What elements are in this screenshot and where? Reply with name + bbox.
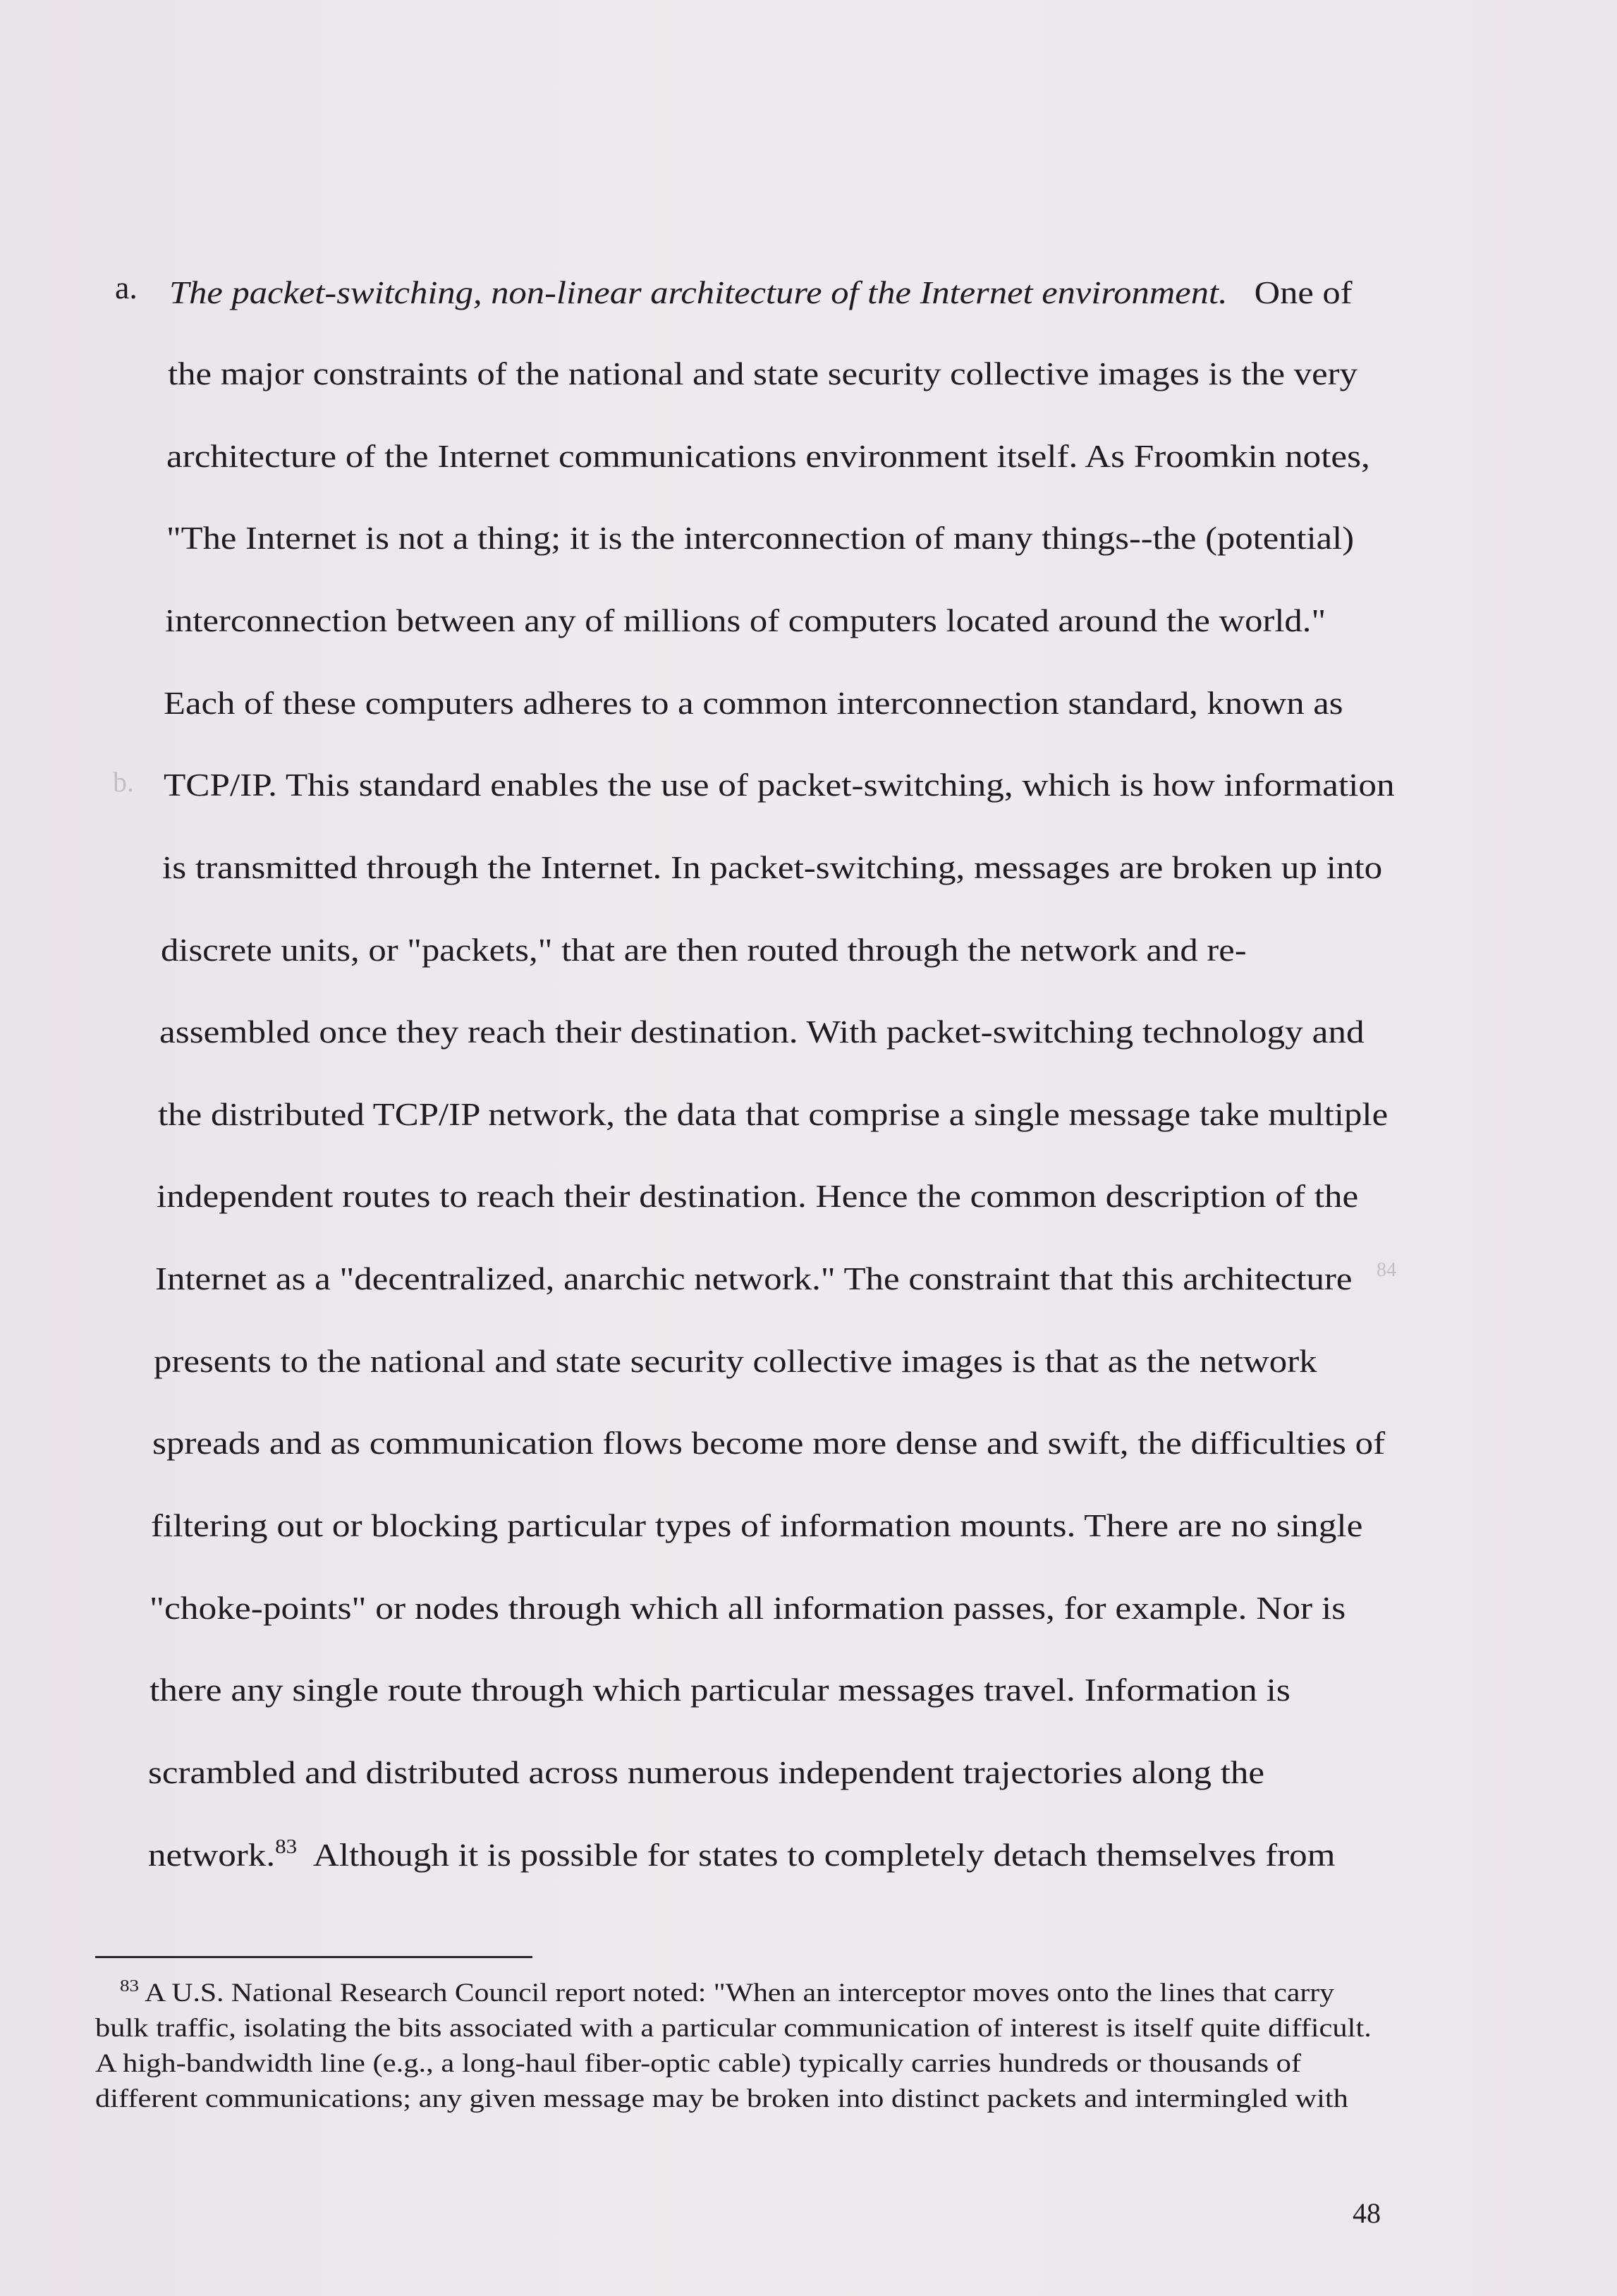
body-line-text: Although it is possible for states to completely detach themselves from <box>297 1837 1336 1873</box>
body-line-heading <box>169 272 1353 314</box>
body-line: TCP/IP. This standard enables the use of packet-switching, which is how information <box>164 767 1395 803</box>
body-line: presents to the national and state security collective images is that as the network <box>154 1343 1317 1379</box>
body-line: spreads and as communication flows become more dense and swift, the difficulties of <box>152 1425 1386 1461</box>
footnote-reference: 83 <box>275 1836 298 1858</box>
body-line: architecture of the Internet communications environment itself. As Froomkin notes, <box>166 438 1370 474</box>
bleed-through-letter: b. <box>113 766 134 798</box>
footnote-text: A U.S. National Research Council report noted: "When an interceptor moves onto the lines that carry <box>139 1979 1334 2008</box>
section-letter: a. <box>115 269 138 305</box>
body-line-text: network. <box>148 1837 276 1873</box>
body-line: Internet as a "decentralized, anarchic network." The constraint that this architecture <box>155 1261 1353 1296</box>
body-line-text: One of <box>1254 274 1353 310</box>
body-line: is transmitted through the Internet. In packet-switching, messages are broken up into <box>162 849 1383 885</box>
body-line-last <box>148 1834 1335 1876</box>
body-line: Each of these computers adheres to a common interconnection standard, known as <box>164 685 1343 721</box>
body-line: there any single route through which particular messages travel. Information is <box>150 1672 1290 1708</box>
footnote-line: A high-bandwidth line (e.g., a long-haul fiber-optic cable) typically carries hundreds or thousands of <box>95 2049 1302 2078</box>
body-line: "The Internet is not a thing; it is the interconnection of many things--the (potential) <box>166 520 1355 556</box>
body-line: the distributed TCP/IP network, the data that comprise a single message take multiple <box>158 1096 1389 1132</box>
body-line: interconnection between any of millions of computers located around the world." <box>165 602 1326 638</box>
footnote-line: different communications; any given message may be broken into distinct packets and intermingled with <box>95 2084 1348 2113</box>
body-line: discrete units, or "packets," that are then routed through the network and re- <box>161 932 1247 968</box>
footnote-line <box>120 1975 1334 2012</box>
section-heading: The packet-switching, non-linear architecture of the Internet environment. <box>169 274 1228 310</box>
footnote-line: bulk traffic, isolating the bits associated with a particular communication of interest is itself quite difficult. <box>95 2014 1372 2043</box>
bleed-through-mark: 84 <box>1377 1259 1396 1281</box>
body-line: assembled once they reach their destination. With packet-switching technology and <box>159 1014 1365 1050</box>
body-line: scrambled and distributed across numerous independent trajectories along the <box>148 1754 1265 1790</box>
footnote-separator <box>95 1956 532 1958</box>
body-line: filtering out or blocking particular types of information mounts. There are no single <box>151 1507 1363 1543</box>
body-line: independent routes to reach their destination. Hence the common description of the <box>157 1178 1359 1214</box>
page-number: 48 <box>1353 2197 1381 2229</box>
body-line: the major constraints of the national and state security collective images is the very <box>168 356 1357 391</box>
footnote-number: 83 <box>120 1977 140 1996</box>
body-line: "choke-points" or nodes through which all information passes, for example. Nor is <box>150 1590 1346 1626</box>
